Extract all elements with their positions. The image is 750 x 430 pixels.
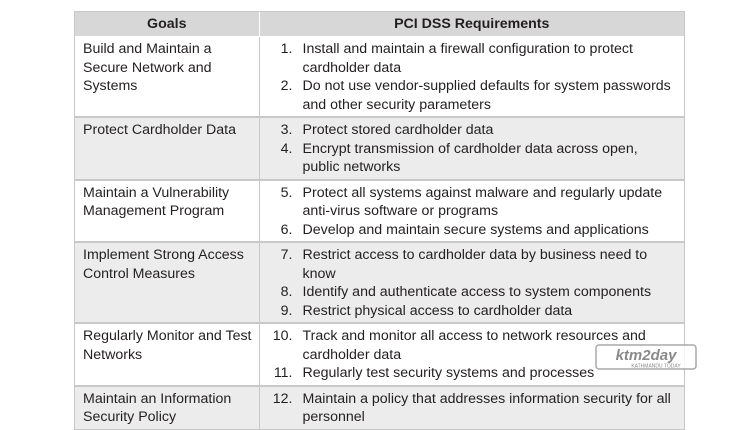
pci-dss-table [75,12,684,429]
requirement-number: 8. [280,284,293,300]
requirement-item [269,140,677,177]
requirement-number: 4. [280,140,293,157]
requirement-text: Install and maintain a firewall configuration to protect cardholder data [302,41,633,76]
requirement-number: 10. [272,328,293,344]
requirement-number: 3. [280,122,293,138]
table-row [75,37,684,118]
requirement-text: Track and monitor all access to network resources and cardholder data [302,328,646,363]
goal-cell: Maintain an Information Security Policy [75,386,259,429]
table-row [75,323,684,386]
requirement-item [269,40,677,77]
table-row [75,117,684,180]
header-requirements: PCI DSS Requirements [259,12,684,37]
requirement-number: 12. [272,390,293,407]
table-row [75,180,684,243]
requirement-text: Develop and maintain secure systems and applications [302,221,649,238]
requirements-cell [259,242,684,323]
requirements-cell [259,37,684,118]
goal-cell: Implement Strong Access Control Measures [75,242,259,323]
requirement-item [269,390,677,427]
requirement-number: 6. [280,221,293,238]
ktm2day-watermark-logo [594,343,698,373]
requirement-item [269,221,677,240]
requirements-cell [259,117,684,180]
requirement-number: 1. [280,41,293,57]
requirement-text: Regularly test security systems and processes [302,365,595,381]
table-header [75,12,684,37]
requirement-text: Maintain a policy that addresses information security for all personnel [302,390,671,425]
header-row [75,12,684,37]
table-row [75,386,684,429]
requirement-text: Protect all systems against malware and regularly update anti-virus software or programs [302,184,663,219]
requirement-text: Restrict physical access to cardholder data [302,302,573,319]
table-body [75,37,684,429]
requirement-text: Protect stored cardholder data [302,122,494,138]
goal-cell: Regularly Monitor and Test Networks [75,323,259,386]
requirement-number: 7. [280,247,293,263]
requirement-item [269,246,677,283]
requirement-text: Identify and authenticate access to system components [302,284,652,300]
requirement-item [269,302,677,321]
requirement-number: 9. [280,302,293,319]
goal-cell: Build and Maintain a Secure Network and Systems [83,41,212,94]
requirement-text: Encrypt transmission of cardholder data across open, public networks [302,140,638,175]
table-row [75,242,684,323]
goal-cell: Maintain a Vulnerability Management Program [75,180,259,243]
requirements-cell [259,180,684,243]
requirement-number: 5. [280,184,293,201]
header-goals: Goals [75,12,259,37]
requirement-item [269,184,677,221]
watermark-brand: ktm2day [615,347,677,364]
requirement-item [269,283,677,302]
watermark-tagline: KATHMANDU TODAY [631,363,681,370]
requirement-text: Restrict access to cardholder data by business need to know [302,247,648,282]
requirement-number: 2. [280,78,293,94]
requirement-item [269,121,677,140]
goal-cell: Protect Cardholder Data [75,117,259,180]
requirements-cell [259,386,684,429]
requirement-text: Do not use vendor-supplied defaults for system passwords and other security parameters [302,78,671,113]
requirement-number: 11. [273,365,293,381]
requirement-item [269,77,677,114]
